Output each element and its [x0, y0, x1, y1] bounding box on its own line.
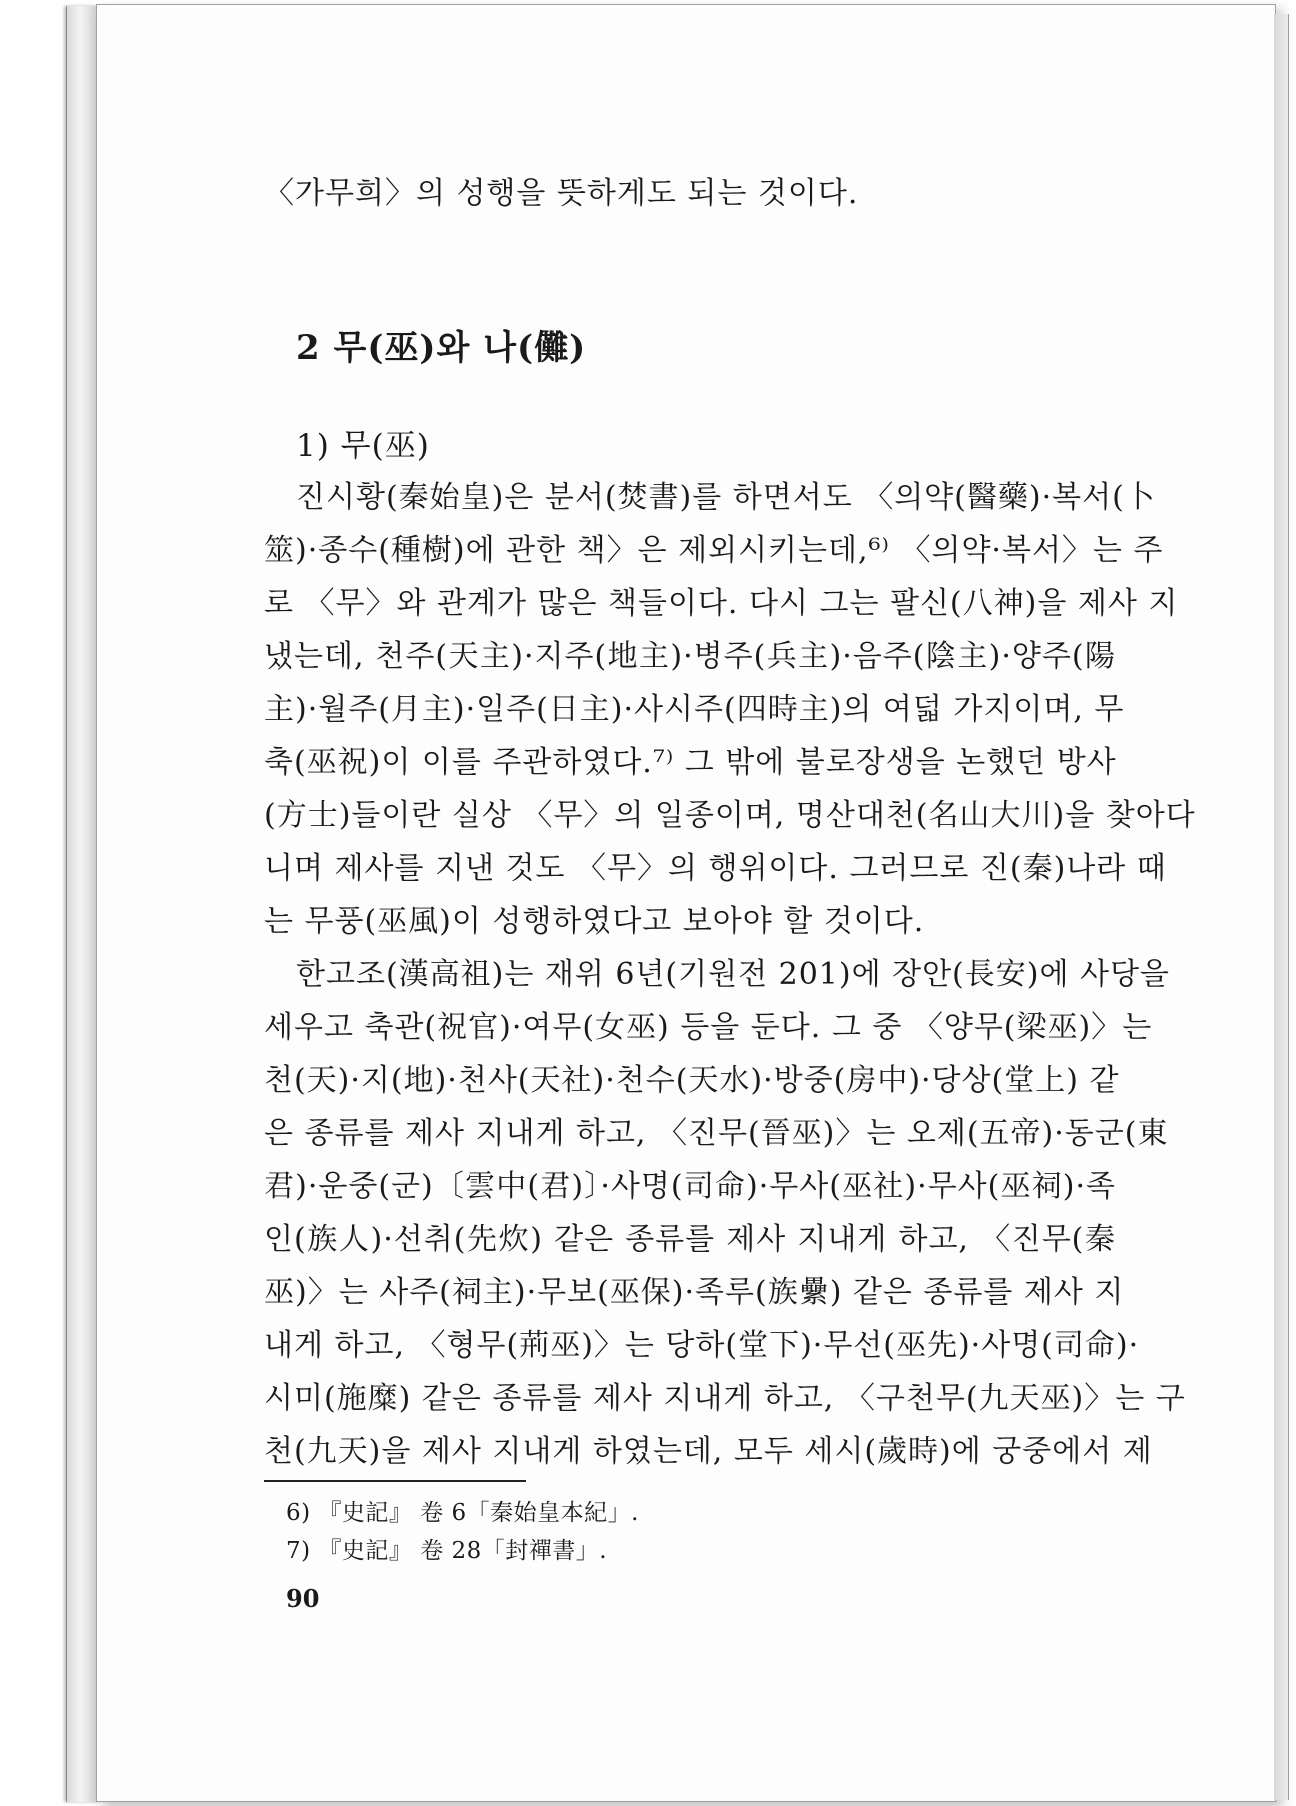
footnote-6: 6) 『史記』 卷 6「秦始皇本紀」.	[286, 1500, 639, 1526]
paragraph-line: 인(族人)·선취(先炊) 같은 종류를 제사 지내게 하고, 〈진무(秦	[264, 1222, 1116, 1257]
paragraph-line: 시미(施糜) 같은 종류를 제사 지내게 하고, 〈구천무(九天巫)〉는 구	[264, 1381, 1186, 1416]
paragraph-line: 세우고 축관(祝官)·여무(女巫) 등을 둔다. 그 중 〈양무(梁巫)〉는	[264, 1010, 1153, 1045]
paragraph-line: 는 무풍(巫風)이 성행하였다고 보아야 할 것이다.	[264, 904, 925, 939]
section-title: 2 무(巫)와 나(儺)	[296, 328, 587, 368]
paragraph-line: 한고조(漢高祖)는 재위 6년(기원전 201)에 장안(長安)에 사당을	[296, 957, 1170, 992]
paragraph-line: 축(巫祝)이 이를 주관하였다.⁷⁾ 그 밖에 불로장생을 논했던 방사	[264, 745, 1117, 780]
paragraph-line: 巫)〉는 사주(祠主)·무보(巫保)·족루(族纍) 같은 종류를 제사 지	[264, 1275, 1125, 1310]
paragraph-line: (方士)들이란 실상 〈무〉의 일종이며, 명산대천(名山大川)을 찾아다	[264, 798, 1196, 833]
paragraph-line: 主)·월주(月主)·일주(日主)·사시주(四時主)의 여덟 가지이며, 무	[264, 692, 1125, 727]
paragraph-line: 로 〈무〉와 관계가 많은 책들이다. 다시 그는 팔신(八神)을 제사 지	[264, 586, 1179, 621]
paragraph-line: 君)·운중(군)〔雲中(君)〕·사명(司命)·무사(巫社)·무사(巫祠)·족	[264, 1169, 1116, 1204]
page-edge	[1274, 14, 1289, 1800]
subsection-title: 1) 무(巫)	[296, 428, 430, 464]
paragraph-line: 천(天)·지(地)·천사(天社)·천수(天水)·방중(房中)·당상(堂上) 같	[264, 1063, 1120, 1098]
paragraph-line: 천(九天)을 제사 지내게 하였는데, 모두 세시(歲時)에 궁중에서 제	[264, 1434, 1153, 1469]
paragraph-line: 筮)·종수(種樹)에 관한 책〉은 제외시키는데,⁶⁾ 〈의약·복서〉는 주	[264, 533, 1164, 568]
page-number: 90	[286, 1584, 320, 1613]
footnote-7: 7) 『史記』 卷 28「封禪書」.	[286, 1538, 608, 1564]
paragraph-line: 은 종류를 제사 지내게 하고, 〈진무(晉巫)〉는 오제(五帝)·동군(東	[264, 1116, 1169, 1151]
paragraph-line: 내게 하고, 〈형무(荊巫)〉는 당하(堂下)·무선(巫先)·사명(司命)·	[264, 1328, 1140, 1363]
paragraph-line: 냈는데, 천주(天主)·지주(地主)·병주(兵主)·음주(陰主)·양주(陽	[264, 639, 1116, 674]
paragraph-line: 니며 제사를 지낸 것도 〈무〉의 행위이다. 그러므로 진(秦)나라 때	[264, 851, 1167, 886]
footnote-divider	[264, 1480, 526, 1482]
paragraph-line: 진시황(秦始皇)은 분서(焚書)를 하면서도 〈의약(醫藥)·복서(卜	[296, 480, 1156, 515]
carryover-line: 〈가무희〉의 성행을 뜻하게도 되는 것이다.	[264, 176, 859, 211]
